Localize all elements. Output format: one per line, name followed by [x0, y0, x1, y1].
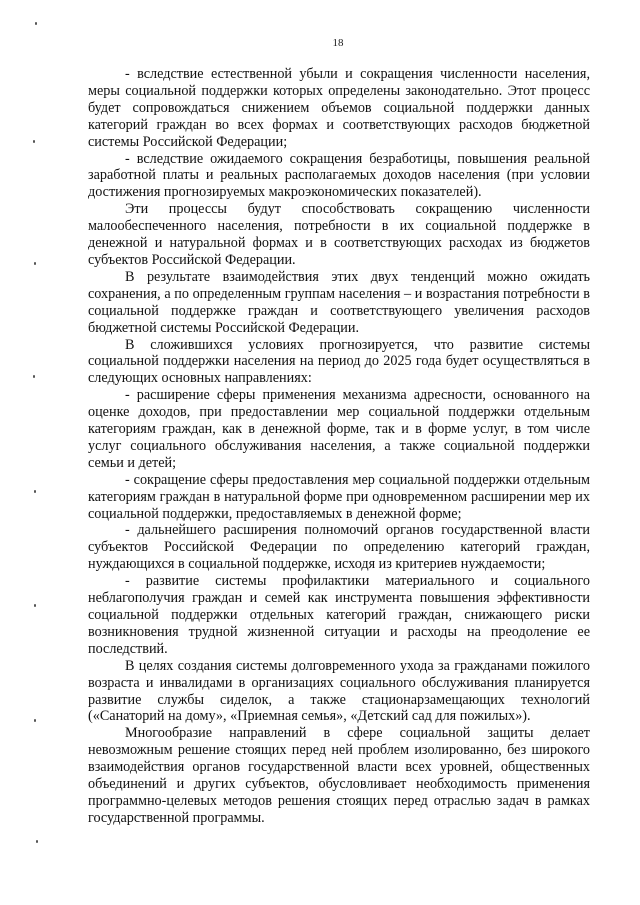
- scan-speck: [34, 262, 36, 265]
- paragraph: - развитие системы профилактики материального и социального неблагополучия граждан и семей как инструмента повышения эффективности социальной поддержки отдельных категорий граждан, снижающего риски возникновения трудной жизненной ситуации и расходы на преодоление ее последствий.: [88, 573, 590, 657]
- scan-speck: [33, 375, 35, 378]
- paragraph: - вследствие ожидаемого сокращения безработицы, повышения реальной заработной платы и реальных располагаемых доходов населения (при условии достижения прогнозируемых макроэкономических показателей).: [88, 150, 590, 201]
- body-text: [88, 66, 590, 827]
- paragraph: - сокращение сферы предоставления мер социальной поддержки отдельным категориям граждан в натуральной форме при одновременном расширении мер их социальной поддержки, предоставляемых в денежной форме;: [88, 471, 590, 522]
- page-number: 18: [332, 37, 344, 49]
- paragraph: В сложившихся условиях прогнозируется, что развитие системы социальной поддержки населения на период до 2025 года будет осуществляться в следующих основных направлениях:: [88, 336, 590, 387]
- scan-speck: [34, 604, 36, 607]
- paragraph: Многообразие направлений в сфере социальной защиты делает невозможным решение стоящих перед ней проблем изолированно, без широкого взаимодействия органов государственной власти всех уровней, общественных объединений и других субъектов, обусловливает необходимость применения программно-целевых методов решения стоящих перед отраслью задач в рамках государственной программы.: [88, 725, 590, 826]
- scan-speck: [34, 719, 36, 722]
- scan-speck: [35, 22, 37, 25]
- paragraph: В результате взаимодействия этих двух тенденций можно ожидать сохранения, а по определенным группам населения – и возрастания потребности в социальной поддержке граждан и соответствующего увеличения расходов бюджетной системы Российской Федерации.: [88, 268, 590, 336]
- paragraph: - дальнейшего расширения полномочий органов государственной власти субъектов Российской Федерации по определению категорий граждан, нуждающихся в социальной поддержке, исходя из критериев нуждаемости;: [88, 522, 590, 573]
- paragraph: Эти процессы будут способствовать сокращению численности малообеспеченного населения, потребности в их социальной поддержке в денежной и натуральной формах и в соответствующих расходах из бюджетов субъектов Российской Федерации.: [88, 201, 590, 268]
- scan-speck: [34, 490, 36, 493]
- paragraph: В целях создания системы долговременного ухода за гражданами пожилого возраста и инвалидами в организациях социального обслуживания планируется развитие службы сиделок, а также стационарзамещающих технологий («Санаторий на дому», «Приемная семья», «Детский сад для пожилых»).: [88, 657, 590, 725]
- paragraph: - расширение сферы применения механизма адресности, основанного на оценке доходов, при предоставлении мер социальной поддержки отдельным категориям граждан, как в денежной форме, так и в форме услуг, в том числе услуг социального обслуживания населения, а также социальной поддержки семьи и детей;: [88, 387, 590, 471]
- scan-speck: [36, 840, 38, 843]
- paragraph: - вследствие естественной убыли и сокращения численности населения, меры социальной поддержки которых определены законодательно. Этот процесс будет сопровождаться снижением объемов социальной поддержки данных категорий граждан во всех формах и соответствующих расходов бюджетной системы Российской Федерации;: [88, 66, 590, 150]
- scan-speck: [33, 140, 35, 143]
